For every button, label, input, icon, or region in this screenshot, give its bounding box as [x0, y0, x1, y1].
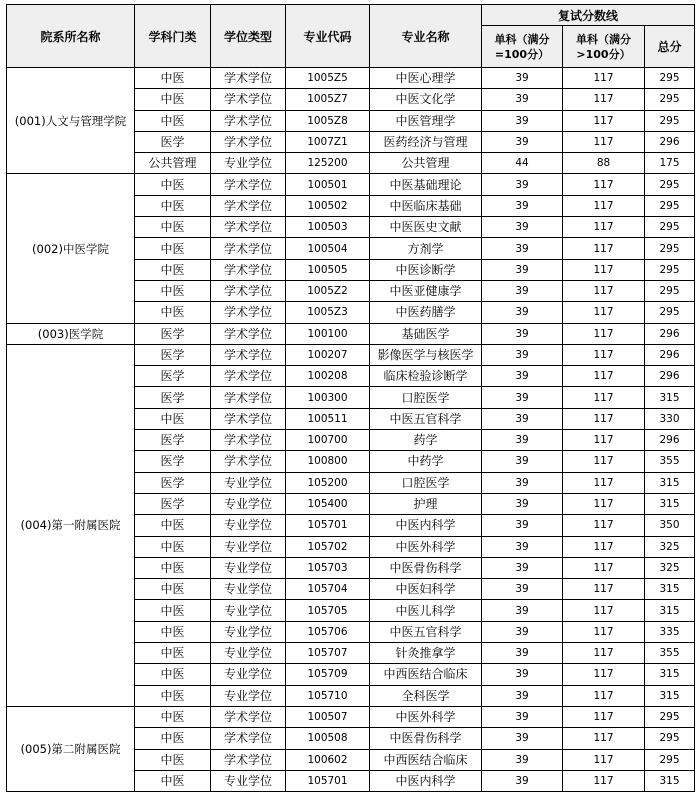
- total-cell: 295: [645, 749, 695, 770]
- single-100-cell: 39: [482, 366, 563, 387]
- single-over-100-cell: 117: [563, 685, 645, 706]
- discipline-cell: 中医: [135, 557, 211, 578]
- degree-type-header: 学位类型: [211, 5, 286, 68]
- total-cell: 295: [645, 706, 695, 727]
- degree-type-cell: 学术学位: [211, 68, 286, 89]
- total-cell: 325: [645, 536, 695, 557]
- single-over-100-cell: 117: [563, 706, 645, 727]
- major-code-cell: 105706: [286, 621, 370, 642]
- single-100-cell: 39: [482, 302, 563, 323]
- single-over-100-cell: 117: [563, 110, 645, 131]
- single-over-100-cell: 117: [563, 621, 645, 642]
- total-cell: 295: [645, 110, 695, 131]
- degree-type-cell: 专业学位: [211, 770, 286, 791]
- major-name-cell: 中医外科学: [370, 706, 482, 727]
- discipline-cell: 医学: [135, 472, 211, 493]
- major-name-cell: 中医骨伤科学: [370, 557, 482, 578]
- single-over-100-cell: 117: [563, 557, 645, 578]
- single-over-100-cell: 117: [563, 472, 645, 493]
- major-name-cell: 中医心理学: [370, 68, 482, 89]
- major-name-cell: 中医内科学: [370, 515, 482, 536]
- total-cell: 350: [645, 515, 695, 536]
- major-code-cell: 105200: [286, 472, 370, 493]
- degree-type-cell: 学术学位: [211, 302, 286, 323]
- discipline-cell: 公共管理: [135, 153, 211, 174]
- degree-type-cell: 学术学位: [211, 749, 286, 770]
- single-over-100-cell: 117: [563, 195, 645, 216]
- discipline-cell: 中医: [135, 536, 211, 557]
- major-code-cell: 100700: [286, 430, 370, 451]
- single-100-cell: 39: [482, 387, 563, 408]
- major-name-cell: 中医内科学: [370, 770, 482, 791]
- single-over-100-cell: 117: [563, 493, 645, 514]
- total-cell: 315: [645, 387, 695, 408]
- major-name-cell: 中医外科学: [370, 536, 482, 557]
- discipline-cell: 中医: [135, 174, 211, 195]
- degree-type-cell: 学术学位: [211, 451, 286, 472]
- discipline-cell: 医学: [135, 387, 211, 408]
- major-name-cell: 中医文化学: [370, 89, 482, 110]
- single-over-100-cell: 117: [563, 600, 645, 621]
- single-100-cell: 44: [482, 153, 563, 174]
- degree-type-cell: 学术学位: [211, 430, 286, 451]
- major-code-cell: 100800: [286, 451, 370, 472]
- discipline-cell: 中医: [135, 621, 211, 642]
- major-name-cell: 护理: [370, 493, 482, 514]
- single-100-cell: 39: [482, 728, 563, 749]
- discipline-cell: 医学: [135, 323, 211, 344]
- major-name-cell: 中医骨伤科学: [370, 728, 482, 749]
- single-over-100-cell: 117: [563, 408, 645, 429]
- table-row: [7, 68, 695, 89]
- discipline-cell: 中医: [135, 110, 211, 131]
- major-code-cell: 100207: [286, 344, 370, 365]
- major-code-cell: 100507: [286, 706, 370, 727]
- discipline-cell: 医学: [135, 430, 211, 451]
- discipline-cell: 中医: [135, 749, 211, 770]
- single-over-100-cell: 117: [563, 68, 645, 89]
- single-100-cell: 39: [482, 280, 563, 301]
- single-over-100-cell: 117: [563, 430, 645, 451]
- single-100-cell: 39: [482, 238, 563, 259]
- single-over-100-cell: 117: [563, 515, 645, 536]
- total-cell: 295: [645, 259, 695, 280]
- single-over-100-cell: 117: [563, 280, 645, 301]
- major-code-cell: 105704: [286, 579, 370, 600]
- discipline-cell: 中医: [135, 728, 211, 749]
- major-code-cell: 100504: [286, 238, 370, 259]
- major-name-cell: 医药经济与管理: [370, 131, 482, 152]
- single-over-100-cell: 88: [563, 153, 645, 174]
- major-name-cell: 基础医学: [370, 323, 482, 344]
- discipline-cell: 中医: [135, 280, 211, 301]
- single-100-cell: 39: [482, 493, 563, 514]
- major-name-header: 专业名称: [370, 5, 482, 68]
- total-cell: 296: [645, 430, 695, 451]
- single-100-cell: 39: [482, 664, 563, 685]
- major-code-cell: 105703: [286, 557, 370, 578]
- single-over-100-cell: 117: [563, 131, 645, 152]
- degree-type-cell: 学术学位: [211, 366, 286, 387]
- major-code-cell: 105400: [286, 493, 370, 514]
- major-name-cell: 中西医结合临床: [370, 749, 482, 770]
- total-cell: 295: [645, 174, 695, 195]
- major-name-cell: 中医妇科学: [370, 579, 482, 600]
- single-100-cell: 39: [482, 110, 563, 131]
- single-over-100-cell: 117: [563, 366, 645, 387]
- dept-cell: (002)中医学院: [7, 174, 135, 323]
- total-cell: 325: [645, 557, 695, 578]
- single-over-100-cell: 117: [563, 536, 645, 557]
- discipline-cell: 中医: [135, 664, 211, 685]
- single-over-100-cell: 117: [563, 387, 645, 408]
- single-over-100-header: 单科（满分>100分）: [563, 26, 645, 68]
- degree-type-cell: 学术学位: [211, 387, 286, 408]
- degree-type-cell: 学术学位: [211, 323, 286, 344]
- single-over-100-cell: 117: [563, 728, 645, 749]
- degree-type-cell: 学术学位: [211, 217, 286, 238]
- single-over-100-cell: 117: [563, 451, 645, 472]
- single-over-100-cell: 117: [563, 643, 645, 664]
- discipline-cell: 中医: [135, 217, 211, 238]
- single-over-100-cell: 117: [563, 664, 645, 685]
- degree-type-cell: 专业学位: [211, 600, 286, 621]
- degree-type-cell: 学术学位: [211, 174, 286, 195]
- table-row: [7, 174, 695, 195]
- discipline-cell: 中医: [135, 770, 211, 791]
- total-cell: 315: [645, 493, 695, 514]
- degree-type-cell: 专业学位: [211, 685, 286, 706]
- discipline-cell: 医学: [135, 131, 211, 152]
- major-name-cell: 临床检验诊断学: [370, 366, 482, 387]
- degree-type-cell: 专业学位: [211, 472, 286, 493]
- major-name-cell: 口腔医学: [370, 472, 482, 493]
- major-code-cell: 100508: [286, 728, 370, 749]
- table-row: [7, 344, 695, 365]
- single-100-cell: 39: [482, 472, 563, 493]
- discipline-cell: 中医: [135, 643, 211, 664]
- discipline-cell: 中医: [135, 68, 211, 89]
- major-code-cell: 1005Z2: [286, 280, 370, 301]
- discipline-cell: 中医: [135, 600, 211, 621]
- major-code-cell: 100502: [286, 195, 370, 216]
- degree-type-cell: 学术学位: [211, 89, 286, 110]
- major-code-cell: 100100: [286, 323, 370, 344]
- discipline-cell: 中医: [135, 195, 211, 216]
- single-100-cell: 39: [482, 515, 563, 536]
- major-code-cell: 100501: [286, 174, 370, 195]
- major-name-cell: 中医五官科学: [370, 621, 482, 642]
- degree-type-cell: 学术学位: [211, 110, 286, 131]
- single-100-cell: 39: [482, 451, 563, 472]
- degree-type-cell: 学术学位: [211, 280, 286, 301]
- single-100-cell: 39: [482, 430, 563, 451]
- total-cell: 330: [645, 408, 695, 429]
- degree-type-cell: 学术学位: [211, 238, 286, 259]
- single-over-100-cell: 117: [563, 323, 645, 344]
- total-cell: 355: [645, 643, 695, 664]
- single-100-cell: 39: [482, 259, 563, 280]
- major-name-cell: 药学: [370, 430, 482, 451]
- single-100-cell: 39: [482, 685, 563, 706]
- degree-type-cell: 专业学位: [211, 557, 286, 578]
- major-code-cell: 1005Z3: [286, 302, 370, 323]
- total-cell: 315: [645, 472, 695, 493]
- single-100-cell: 39: [482, 217, 563, 238]
- major-name-cell: 中医基础理论: [370, 174, 482, 195]
- major-code-cell: 125200: [286, 153, 370, 174]
- single-100-cell: 39: [482, 344, 563, 365]
- degree-type-cell: 专业学位: [211, 515, 286, 536]
- single-over-100-cell: 117: [563, 302, 645, 323]
- table-row: [7, 706, 695, 727]
- dept-cell: (005)第二附属医院: [7, 706, 135, 791]
- major-name-cell: 中医五官科学: [370, 408, 482, 429]
- major-code-cell: 100602: [286, 749, 370, 770]
- major-name-cell: 口腔医学: [370, 387, 482, 408]
- major-name-cell: 中西医结合临床: [370, 664, 482, 685]
- major-code-cell: 105701: [286, 770, 370, 791]
- degree-type-cell: 学术学位: [211, 706, 286, 727]
- single-100-cell: 39: [482, 579, 563, 600]
- single-over-100-cell: 117: [563, 238, 645, 259]
- single-100-cell: 39: [482, 68, 563, 89]
- total-cell: 295: [645, 89, 695, 110]
- dept-cell: (004)第一附属医院: [7, 344, 135, 706]
- table-header: [7, 5, 695, 68]
- single-100-header: 单科（满分=100分）: [482, 26, 563, 68]
- single-100-cell: 39: [482, 174, 563, 195]
- discipline-cell: 医学: [135, 366, 211, 387]
- degree-type-cell: 学术学位: [211, 195, 286, 216]
- single-over-100-cell: 117: [563, 344, 645, 365]
- major-code-cell: 105707: [286, 643, 370, 664]
- single-100-cell: 39: [482, 89, 563, 110]
- single-over-100-cell: 117: [563, 217, 645, 238]
- major-name-cell: 中医儿科学: [370, 600, 482, 621]
- major-code-cell: 105709: [286, 664, 370, 685]
- single-100-cell: 39: [482, 195, 563, 216]
- degree-type-cell: 专业学位: [211, 493, 286, 514]
- dept-cell: (003)医学院: [7, 323, 135, 344]
- major-code-cell: 100511: [286, 408, 370, 429]
- degree-type-cell: 专业学位: [211, 579, 286, 600]
- major-name-cell: 中医临床基础: [370, 195, 482, 216]
- degree-type-cell: 学术学位: [211, 259, 286, 280]
- discipline-cell: 医学: [135, 344, 211, 365]
- dept-cell: (001)人文与管理学院: [7, 68, 135, 174]
- discipline-cell: 医学: [135, 493, 211, 514]
- single-over-100-cell: 117: [563, 579, 645, 600]
- total-cell: 295: [645, 238, 695, 259]
- major-code-cell: 1005Z5: [286, 68, 370, 89]
- total-cell: 315: [645, 664, 695, 685]
- discipline-cell: 中医: [135, 89, 211, 110]
- single-100-cell: 39: [482, 600, 563, 621]
- major-code-cell: 105705: [286, 600, 370, 621]
- degree-type-cell: 学术学位: [211, 131, 286, 152]
- major-code-cell: 1005Z7: [286, 89, 370, 110]
- major-code-cell: 105710: [286, 685, 370, 706]
- major-name-cell: 中医医史文献: [370, 217, 482, 238]
- score-table: [6, 4, 695, 792]
- major-name-cell: 中医药膳学: [370, 302, 482, 323]
- single-over-100-cell: 117: [563, 259, 645, 280]
- single-100-cell: 39: [482, 323, 563, 344]
- major-code-cell: 1007Z1: [286, 131, 370, 152]
- single-100-cell: 39: [482, 770, 563, 791]
- total-cell: 296: [645, 323, 695, 344]
- major-name-cell: 中医诊断学: [370, 259, 482, 280]
- major-code-header: 专业代码: [286, 5, 370, 68]
- total-cell: 295: [645, 728, 695, 749]
- major-code-cell: 100505: [286, 259, 370, 280]
- total-cell: 296: [645, 344, 695, 365]
- discipline-cell: 中医: [135, 238, 211, 259]
- discipline-cell: 中医: [135, 706, 211, 727]
- total-cell: 315: [645, 579, 695, 600]
- degree-type-cell: 学术学位: [211, 408, 286, 429]
- major-name-cell: 针灸推拿学: [370, 643, 482, 664]
- single-100-cell: 39: [482, 131, 563, 152]
- total-header: 总分: [645, 26, 695, 68]
- single-100-cell: 39: [482, 557, 563, 578]
- total-cell: 315: [645, 685, 695, 706]
- major-name-cell: 方剂学: [370, 238, 482, 259]
- degree-type-cell: 专业学位: [211, 643, 286, 664]
- total-cell: 175: [645, 153, 695, 174]
- total-cell: 355: [645, 451, 695, 472]
- total-cell: 295: [645, 217, 695, 238]
- major-name-cell: 中医亚健康学: [370, 280, 482, 301]
- single-100-cell: 39: [482, 408, 563, 429]
- score-line-header: 复试分数线: [482, 5, 695, 26]
- discipline-cell: 中医: [135, 515, 211, 536]
- total-cell: 315: [645, 770, 695, 791]
- major-code-cell: 100300: [286, 387, 370, 408]
- single-over-100-cell: 117: [563, 770, 645, 791]
- major-name-cell: 全科医学: [370, 685, 482, 706]
- table-row: [7, 323, 695, 344]
- discipline-cell: 中医: [135, 685, 211, 706]
- major-code-cell: 105702: [286, 536, 370, 557]
- major-name-cell: 中医管理学: [370, 110, 482, 131]
- total-cell: 315: [645, 600, 695, 621]
- table-body: [7, 68, 695, 792]
- total-cell: 296: [645, 366, 695, 387]
- degree-type-cell: 专业学位: [211, 536, 286, 557]
- major-name-cell: 中药学: [370, 451, 482, 472]
- single-over-100-cell: 117: [563, 749, 645, 770]
- discipline-cell: 中医: [135, 302, 211, 323]
- degree-type-cell: 学术学位: [211, 344, 286, 365]
- degree-type-cell: 专业学位: [211, 621, 286, 642]
- major-code-cell: 105701: [286, 515, 370, 536]
- single-100-cell: 39: [482, 536, 563, 557]
- degree-type-cell: 学术学位: [211, 728, 286, 749]
- discipline-cell: 中医: [135, 259, 211, 280]
- total-cell: 296: [645, 131, 695, 152]
- major-code-cell: 1005Z8: [286, 110, 370, 131]
- total-cell: 295: [645, 195, 695, 216]
- single-100-cell: 39: [482, 643, 563, 664]
- major-code-cell: 100503: [286, 217, 370, 238]
- total-cell: 335: [645, 621, 695, 642]
- major-name-cell: 影像医学与核医学: [370, 344, 482, 365]
- dept-header: 院系所名称: [7, 5, 135, 68]
- single-100-cell: 39: [482, 621, 563, 642]
- degree-type-cell: 专业学位: [211, 664, 286, 685]
- discipline-header: 学科门类: [135, 5, 211, 68]
- degree-type-cell: 专业学位: [211, 153, 286, 174]
- discipline-cell: 中医: [135, 408, 211, 429]
- single-over-100-cell: 117: [563, 89, 645, 110]
- single-over-100-cell: 117: [563, 174, 645, 195]
- discipline-cell: 中医: [135, 579, 211, 600]
- major-name-cell: 公共管理: [370, 153, 482, 174]
- single-100-cell: 39: [482, 706, 563, 727]
- total-cell: 295: [645, 68, 695, 89]
- major-code-cell: 100208: [286, 366, 370, 387]
- total-cell: 295: [645, 302, 695, 323]
- discipline-cell: 医学: [135, 451, 211, 472]
- total-cell: 295: [645, 280, 695, 301]
- single-100-cell: 39: [482, 749, 563, 770]
